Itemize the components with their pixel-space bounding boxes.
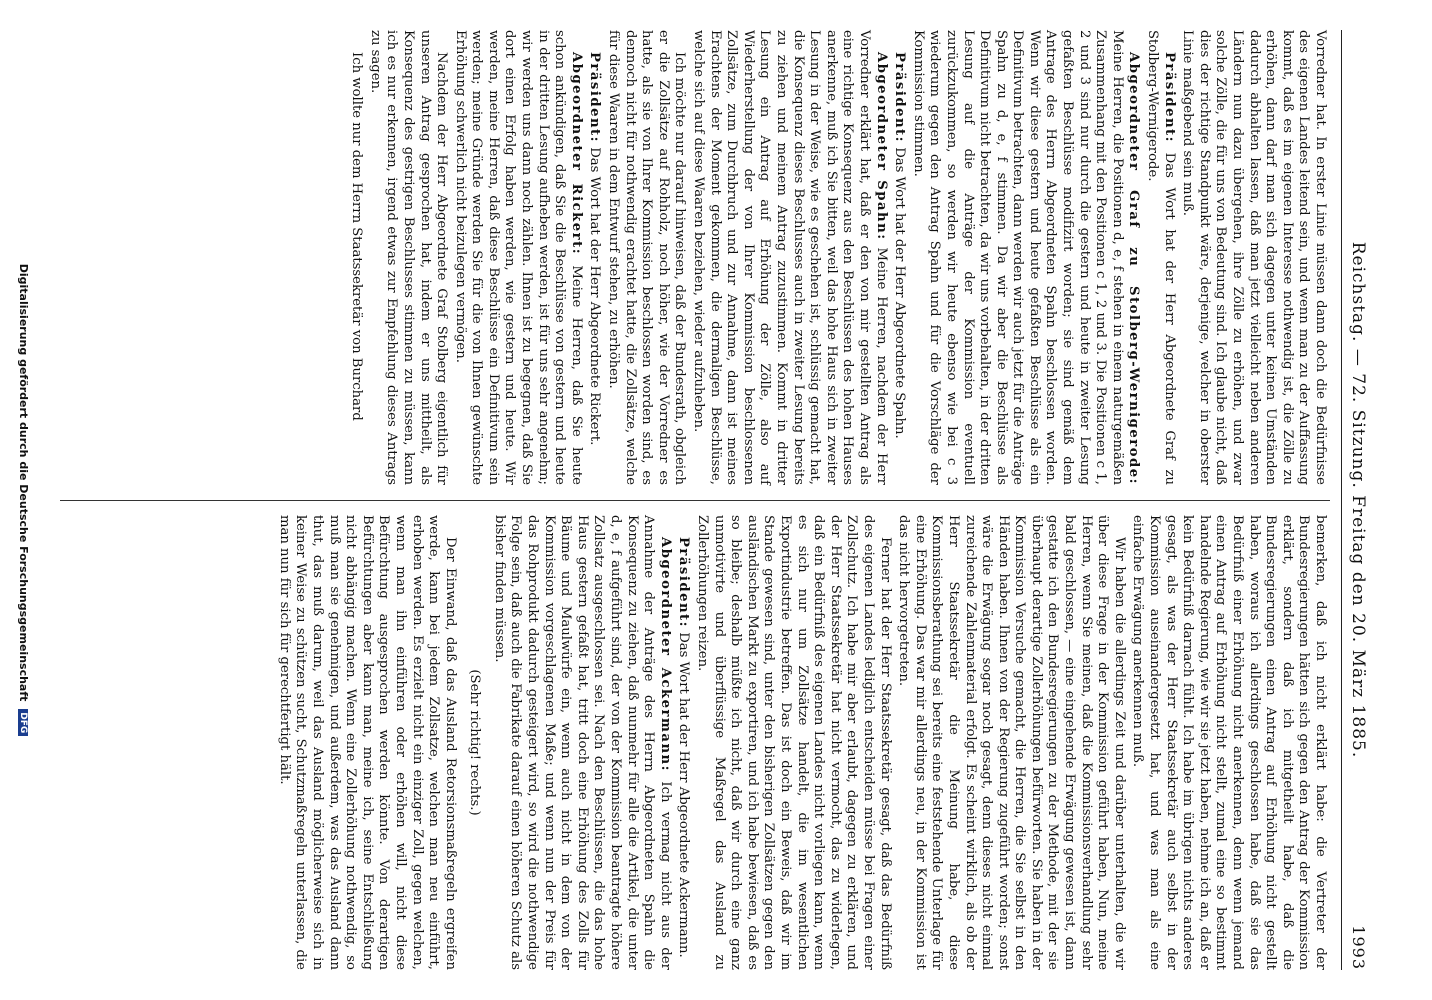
dfg-logo: DFG (18, 709, 28, 736)
right-column (273, 515, 1328, 970)
speech-text: Das Wort hat der Herr Abgeordnete Ackermann. (676, 632, 692, 958)
left-column (346, 30, 1328, 485)
speech-text: Ich vermag nicht aus der Annahme der Anträge des Herrn Abgeordneten Spahn die Konsequenz zu ziehen, daß nunmehr für alle die Artikel, die unter d, e, f aufgeführt sind, der von der Kommission beantragte höhere Zollsatz ausgeschlossen sei. Nach den Beschlüssen, die das hohe Haus gestern gefaßt hat, tritt doch eine Erhöhung des Zolls für Bäume und Maulwürfe ein, wenn auch nicht in dem von der Kommission vorgeschlagenen Maße; und wenn nun der Preis für das Rohprodukt dadurch gesteigert wird, so wird die nothwendige Folge sein, daß auch die Fabrikate darauf einen höheren Schutz als bisher finden müssen. (491, 515, 673, 970)
body-paragraph: Der Einwand, daß das Ausland Retorsionsmaßregeln ergreifen werde, kann bei jedem Zollsatze, welchen man neu einführt, erhoben werden. Es erzielt nicht ein einziger Zoll, gegen welchen, wenn man ihn einführen oder erhöhen will, nicht diese Befürchtung ausgesprochen werden könnte. Von derartigen Befürchtungen aber kann man, meine ich, seine Entschließung nicht abhängig machen. Wenn eine Zollerhöhung nothwendig, so muß man sie genehmigen, und außerdem, was das Ausland dann thut, das muß darum, weil das Ausland möglicherweise sich in keiner Weise zu schützen sucht, Schutzmaßregeln unterlassen, die man nun für sich für gerechtfertigt hält. (276, 515, 458, 970)
body-paragraph: Wir haben die allerdings Zeit und darüber unterhalten, die wir über diese Frage in der Kommission geführt haben, Nun, meine Herren, wenn Sie meinen, daß die Kommissionsverhandlung sehr bald geschlossen, — eine eingehende Erwägung gewesen ist, dann gestatte ich den Bundesregierungen zu der Methode, mit der sie überhaupt derartige Zollerhöhungen befürworten. Sie haben in der Kommission Versuche gemacht, die Herren, die Sie selbst in den Händen haben. Ihnen von der Regierung zugeführt worden; sonst wäre die Erwägung sogar noch gesagt, denn dieses nicht einmal zureichende Zahlenmaterial erfolgt. Es scheint wirklich, als ob der Herr Staatssekretär die Meinung habe, diese Kommissionsberathung sei bereits eine feststehende Unterlage für eine Erhöhung. Das war mir allerdings neu, in der Kommission ist das nicht hervorgetreten. (896, 515, 1127, 970)
speaker-name: Präsident: (587, 52, 603, 144)
speech-paragraph (909, 30, 1141, 485)
speaker-name: Präsident: (892, 52, 908, 144)
page-header (1342, 30, 1372, 970)
interjection: (Sehr richtig! rechts.) (467, 669, 483, 816)
speech-text: Das Wort hat der Herr Abgeordnete Spahn. (892, 147, 908, 439)
body-paragraph: Ich wollte nur dem Herrn Staatssekretär von Burchard (349, 52, 365, 421)
speaker-name: Präsident: (676, 537, 692, 629)
body-paragraph: bemerken, daß ich nicht erklärt habe: die Vertreter der Bundesregierungen hätten sich gegen den Antrag der Kommission erklärt, sondern daß ich mitgetheilt habe, daß die Bundesregierungen einen Antrag auf Erhöhung nicht gestellt haben, woraus ich allerdings geschlossen habe, daß sie das Bedürfniß einer Erhöhung nicht anerkennen, denn wenn jemand einen Antrag auf Erhöhung nicht stellt, zumal eine so bestimmt handelnde Regierung, wie wir sie jetzt haben, nehme ich an, daß er kein Bedürfniß darnach fühlt. Ich habe im übrigen nichts anderes gesagt, als was der Herr Staatssekretär auch selbst in der Kommission auseinandergesetzt hat, und was man als eine einfache Erwägung anerkennen muß. (1130, 515, 1328, 970)
speech-text: Meine Herren, daß Sie heute schon ankündigen, daß Sie die Beschlüsse von gestern und heute in der dritten Lesung aufheben werden, ist für uns sehr angenehm; wir werden uns dann noch zählen. Ihnen ist zu begegnen, daß Sie dort einen Erfolg haben werden, wie gestern und heute. Wir werden, meine Herren, daß diese Beschlüsse ein Definitivum sein werden; meine Gründe werden Sie für die von Ihnen gewünschte Erhöhung schwerlich nicht beizulegen vermögen. (452, 30, 584, 485)
page-number: 1993 (1349, 925, 1368, 970)
speech-text: Meine Herren, die Positionen d, e, f stehen in einem naturgemäßen Zusammenhang mit den Positionen c 1, 2 und 3. Die Positionen c 1, 2 und 3 sind nur durch die gestern und heute in zweiter Lesung gefaßten Beschlüsse modifizirt worden; sie sind gemäß dem Antrage des Herrn Abgeordneten Spahn beschlossen worden. Wenn wir diese gestern und heute gefaßten Beschlüsse als ein Definitivum betrachten, dann werden wir auch jetzt für die Anträge Spahn zu d, e, f stimmen. Da wir aber die Beschlüsse als Definitivum nicht betrachten, da wir uns vorbehalten, in der dritten Lesung auf die Anträge der Kommission eventuell zurückzukommen, so werden wir heute ebenso wie bei c 3 wiederum gegen den Antrag Spahn und für die Vorschläge der Kommission stimmen. (910, 30, 1125, 485)
speech-text: Meine Herren, nachdem der Herr Vorredner erklärt hat, daß er den von mir gestellten Antrag als eine richtige Konsequenz aus den Beschlüssen des hohen Hauses anerkenne, muß ich Sie bitten, weil das hohe Haus sich in zweiter Lesung in der Weise, wie es geschehen ist, schlüssig gemacht hat, die Konsequenz dieses Beschlusses auch in zweiter Lesung bereits zu ziehen und meinem Antrag zuzustimmen. Kommt in dritter Lesung ein Antrag auf Erhöhung der Zölle, also auf Wiederherstellung der von Ihrer Kommission beschlossenen Zollsätze, zum Durchbruch und zur Annahme, dann ist meines Erachtens der Moment gekommen, die dermaligen Beschlüsse, welche sich auf diese Waaren beziehen, wieder aufzuheben. (691, 30, 889, 485)
body-paragraph: Nachdem der Herr Abgeordnete Graf Stolberg eigentlich für unseren Antrag gesprochen hat, indem er uns mittheilt, als Konsequenz des gestrigen Beschlusses stimmen zu müssen, kann ich es nur erkennen, irgend etwas zur Empfehlung dieses Antrags zu sagen. (367, 30, 450, 485)
speech-paragraph (675, 515, 692, 970)
body-paragraph: Vorredner hat. In erster Linie müssen dann doch die Bedürfnisse des eigenen Landes leitend sein, und wenn man zu der Auffassung kommt, daß es im eigenen Interesse nothwendig ist, die Zölle zu erhöhen, dann darf man sich dagegen unter keinen Umständen dadurch abhalten lassen, daß man jetzt vielleicht neben anderen Ländern nun dazu übergehen, ihre Zölle zu erhöhen, und zwar solche Zölle, die für uns von Bedeutung sind. Ich glaube nicht, daß dies der richtige Standpunkt wäre, derjenige, welcher in oberster Linie maßgebend sein muß. (1180, 30, 1328, 485)
speech-text: Das Wort hat der Herr Abgeordnete Rickert. (587, 147, 603, 446)
speech-paragraph (891, 30, 908, 485)
speaker-name: Präsident: (1161, 52, 1177, 144)
speech-paragraph (490, 515, 673, 970)
header-title: Reichstag. — 72. Sitzung. Freitag den 20. März 1885. (1348, 241, 1368, 759)
speaker-name: Abgeordneter Spahn: (873, 52, 889, 241)
digitization-footer (8, 0, 30, 1000)
column-divider (60, 500, 1330, 501)
speaker-name: Abgeordneter Ackermann: (657, 537, 673, 773)
speech-paragraph (451, 30, 584, 485)
speaker-name: Abgeordneter Graf zu Stolberg-Wernigerode: (1126, 52, 1142, 485)
body-paragraph: Ferner hat der Herr Staatssekretär gesagt, daß das Bedürfniß des eigenen Landes lediglich entscheiden müsse bei Fragen einer Zollschutz. Ich habe mir aber erlaubt, dagegen zu erklären, und der Herr Staatssekretär hat nicht vermocht, das zu widerlegen, daß ein Bedürfniß des eigenen Landes nicht vorliegen kann, wenn es sich nur um Zollsätze handelt, die im wesentlichen Exportindustrie betreffen. Das ist doch ein Beweis, daß wir im Stande gewesen sind, unter den bisherigen Zollsätzen gegen den ausländischen Markt zu exportiren, und ich habe bewiesen, daß es so bleibe; deshalb müßte ich nicht, daß wir durch eine ganz unmotivirte und überflüssige Maßregel das Ausland zu Zollerhöhungen reizen. (695, 515, 893, 970)
speech-paragraph (1143, 30, 1176, 485)
footer-text: Digitalisierung gefördert durch die Deutsche Forschungsgemeinschaft (17, 263, 30, 702)
body-paragraph: Ich möchte nur darauf hinweisen, daß der Bundesrath, obgleich er die Zollsätze auf Rohholz, noch höher, wie der Vorredner es hatte, als sie von Ihrer Kommission beschlossen worden sind, es dennoch nicht für nothwendig erachtet hatte, die Zollsätze, welche für diese Waaren in dem Entwurf stehen, zu erhöhen. (606, 30, 688, 485)
speaker-name: Abgeordneter Rickert: (568, 52, 584, 256)
speech-paragraph (586, 30, 603, 485)
speech-paragraph (689, 30, 888, 485)
speech-text: Das Wort hat der Herr Abgeordnete Graf zu Stolberg-Wernigerode. (1145, 30, 1177, 486)
header-rule (1341, 30, 1342, 970)
